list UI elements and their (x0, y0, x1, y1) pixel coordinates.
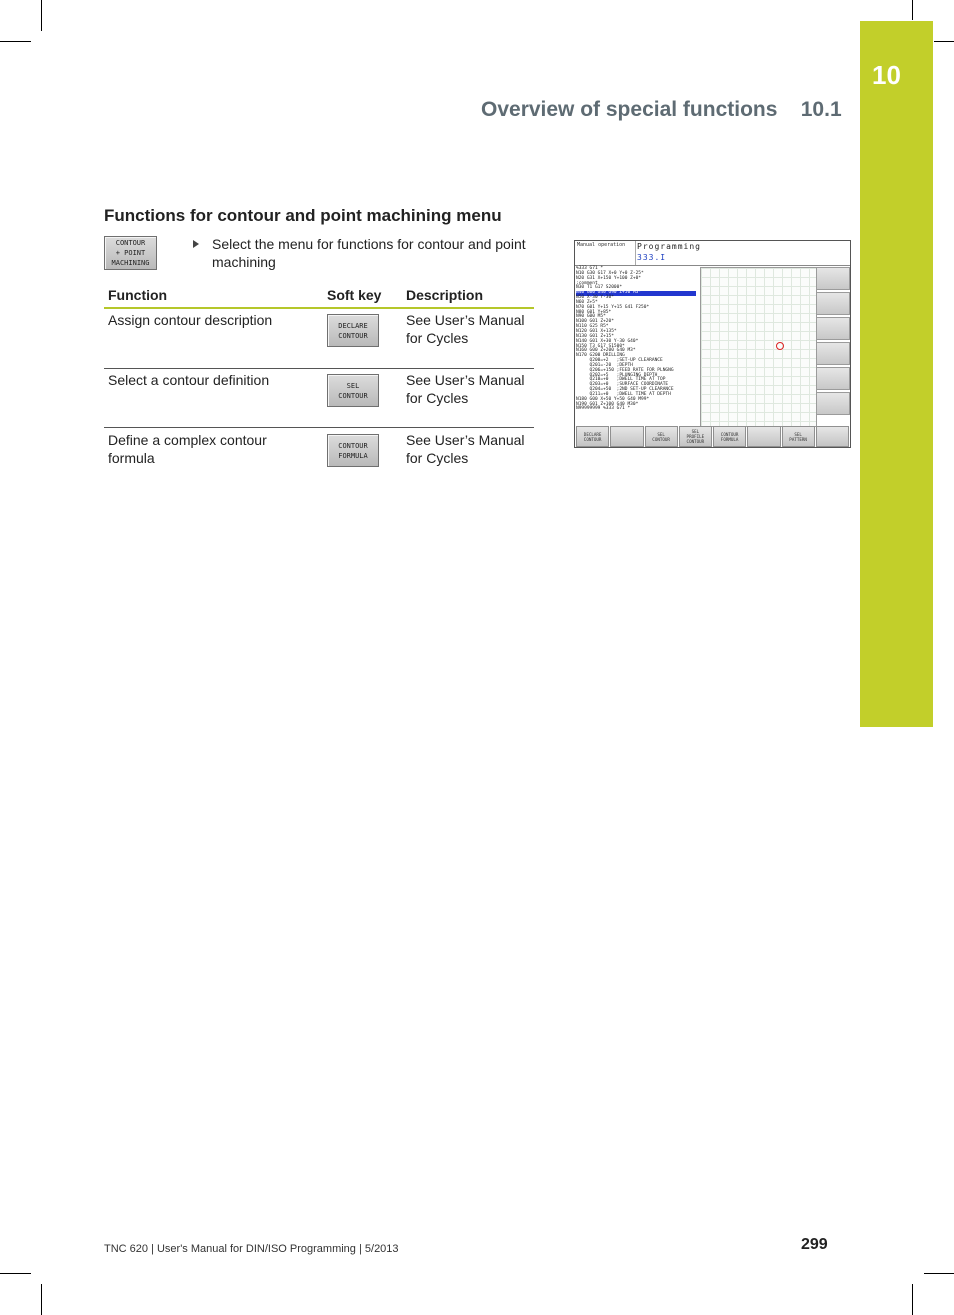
tnc-screen-screenshot (574, 240, 851, 448)
softkey-line: CONTOUR (338, 331, 368, 340)
crop-mark (934, 41, 954, 42)
table-row-divider (104, 427, 534, 428)
program-line: N50 X-30 Y-30* (576, 295, 614, 301)
program-line: N170 G200 DRILLING (576, 353, 625, 359)
sel-contour-softkey (327, 374, 379, 407)
table-header-description: Description (406, 287, 484, 303)
program-line: N60 Z+5* (576, 299, 598, 305)
screen-softkey (645, 426, 678, 447)
screen-softkey (782, 426, 815, 447)
program-line: N110 G25 R5* (576, 324, 609, 330)
screen-softkey-label: FORMULA (720, 436, 739, 442)
softkey-line: CONTOUR (338, 441, 368, 450)
program-line: N190 G01 Z+100 G40 M30* (576, 401, 639, 407)
vertical-softkey-bar (816, 267, 850, 425)
program-line: Q200=+2 ;SET-UP CLEARANCE (576, 358, 663, 364)
softkey-line: FORMULA (338, 451, 368, 460)
crop-mark (924, 1273, 954, 1274)
program-listing (576, 267, 696, 412)
program-line: N120 G01 X+135* (576, 328, 617, 334)
program-line: N10 G30 G17 X+0 Y+0 Z-25* (576, 270, 644, 276)
softkey-line: SEL (346, 381, 360, 390)
side-softkey (816, 267, 850, 290)
crop-mark (0, 1273, 31, 1274)
screen-softkey-label: SEL (657, 431, 665, 437)
crop-mark (41, 0, 42, 31)
screen-mode-label: Manual operation (577, 242, 626, 248)
footer-text: TNC 620 | User's Manual for DIN/ISO Programming | 5/2013 (104, 1243, 399, 1255)
table-header-function: Function (108, 287, 168, 303)
screen-softkey-label: CONTOUR (686, 439, 705, 444)
contour-point-machining-softkey (104, 236, 157, 270)
screen-softkey-label: DECLARE (583, 431, 602, 437)
crop-mark (912, 1284, 913, 1315)
table-cell-description: See User’s Manual for Cycles (406, 372, 525, 406)
side-softkey (816, 342, 850, 365)
program-line: Q211=+0 ;DWELL TIME AT DEPTH (576, 391, 671, 397)
chapter-tab (860, 21, 933, 727)
screen-title: Programming (637, 242, 701, 251)
side-softkey (816, 292, 850, 315)
table-cell-function: Select a contour definition (108, 372, 270, 388)
table-cell-description: See User’s Manual for Cycles (406, 432, 525, 466)
crop-mark (0, 41, 31, 42)
program-line: N130 G01 Z+15* (576, 333, 614, 339)
program-line: N70 G01 Y+15 Y+15 G41 F250* (576, 304, 650, 310)
softkey-line: + POINT (115, 249, 146, 257)
screen-softkey (816, 426, 849, 447)
program-line: N99999999 %333 G71 * (576, 406, 631, 412)
screen-softkey-label: PATTERN (789, 436, 807, 442)
crosshair-icon (776, 342, 784, 350)
softkey-line: CONTOUR (338, 391, 368, 400)
program-line: Q204=+50 ;2ND SET-UP CLEARANCE (576, 387, 674, 393)
chapter-number: 10 (872, 60, 901, 90)
program-line: N40 G00 G40 G90 Z+50 M3* (576, 291, 696, 296)
table-header-rule (104, 307, 534, 309)
program-line: N160 G00 Z+200 G40 M3* (576, 348, 636, 354)
declare-contour-softkey (327, 314, 379, 347)
table-header-softkey: Soft key (327, 287, 382, 303)
side-softkey (816, 392, 850, 415)
program-line: Q210=+0 ;DWELL TIME AT TOP (576, 377, 666, 383)
program-line: Q206=+150 ;FEED RATE FOR PLNGNG (576, 367, 674, 373)
crop-mark (912, 0, 913, 20)
screen-softkey-label: SEL (794, 431, 802, 437)
softkey-line: CONTOUR (115, 239, 146, 247)
crop-mark (41, 1284, 42, 1315)
program-line: Q201=-20 ;DEPTH (576, 362, 633, 368)
program-line: ;comment (576, 280, 598, 286)
screen-softkey (610, 426, 643, 447)
program-line: Q202=+5 ;PLUNGING DEPTH (576, 372, 658, 378)
step-arrow-icon (193, 240, 199, 248)
program-line: N150 T3 G17 S1500* (576, 343, 625, 349)
program-line: N180 G00 X+50 Y+50 G40 M99* (576, 396, 650, 402)
contour-formula-softkey (327, 434, 379, 467)
graphics-window (700, 267, 817, 427)
page-number: 299 (801, 1236, 828, 1253)
softkey-line: MACHINING (111, 259, 150, 267)
program-line: N100 G01 Z+20* (576, 319, 614, 325)
side-softkey (816, 317, 850, 340)
running-header-title: Overview of special functions 10.1 (481, 98, 842, 121)
softkey-line: DECLARE (338, 321, 368, 330)
section-heading: Functions for contour and point machining menu (104, 206, 502, 225)
program-line: N30 T1 G17 S2000* (576, 285, 623, 291)
screen-softkey (679, 426, 712, 447)
screen-softkey (576, 426, 609, 447)
program-line: Q203=+0 ;SURFACE COORDINATE (576, 382, 669, 388)
horizontal-softkey-bar (576, 426, 849, 447)
table-cell-description: See User’s Manual for Cycles (406, 312, 525, 346)
screen-softkey-label: CONTOUR (652, 436, 670, 442)
screen-softkey (747, 426, 780, 447)
step-text: Select the menu for functions for contour and point machining (212, 236, 526, 270)
screen-softkey-label: SEL (691, 429, 700, 434)
screen-softkey-label: PROFILE (686, 434, 705, 439)
side-softkey (816, 367, 850, 390)
screen-file-name: 333.I (637, 253, 667, 262)
table-row-divider (104, 368, 534, 369)
program-line: N80 G01 Y+85* (576, 309, 612, 315)
table-cell-function: Assign contour description (108, 312, 273, 328)
screen-softkey-label: CONTOUR (720, 431, 739, 437)
program-line: N90 G00 M5* (576, 314, 606, 320)
program-line: N20 G31 X+150 Y+100 Z+0* (576, 275, 642, 281)
divider (575, 265, 851, 266)
table-cell-function: Define a complex contour formula (108, 432, 267, 466)
divider (635, 241, 636, 265)
screen-softkey-label: CONTOUR (583, 436, 602, 442)
screen-softkey (713, 426, 746, 447)
program-line: N140 G01 X+30 Y-30 G40* (576, 338, 639, 344)
program-line: %333 G71 * (576, 266, 604, 271)
